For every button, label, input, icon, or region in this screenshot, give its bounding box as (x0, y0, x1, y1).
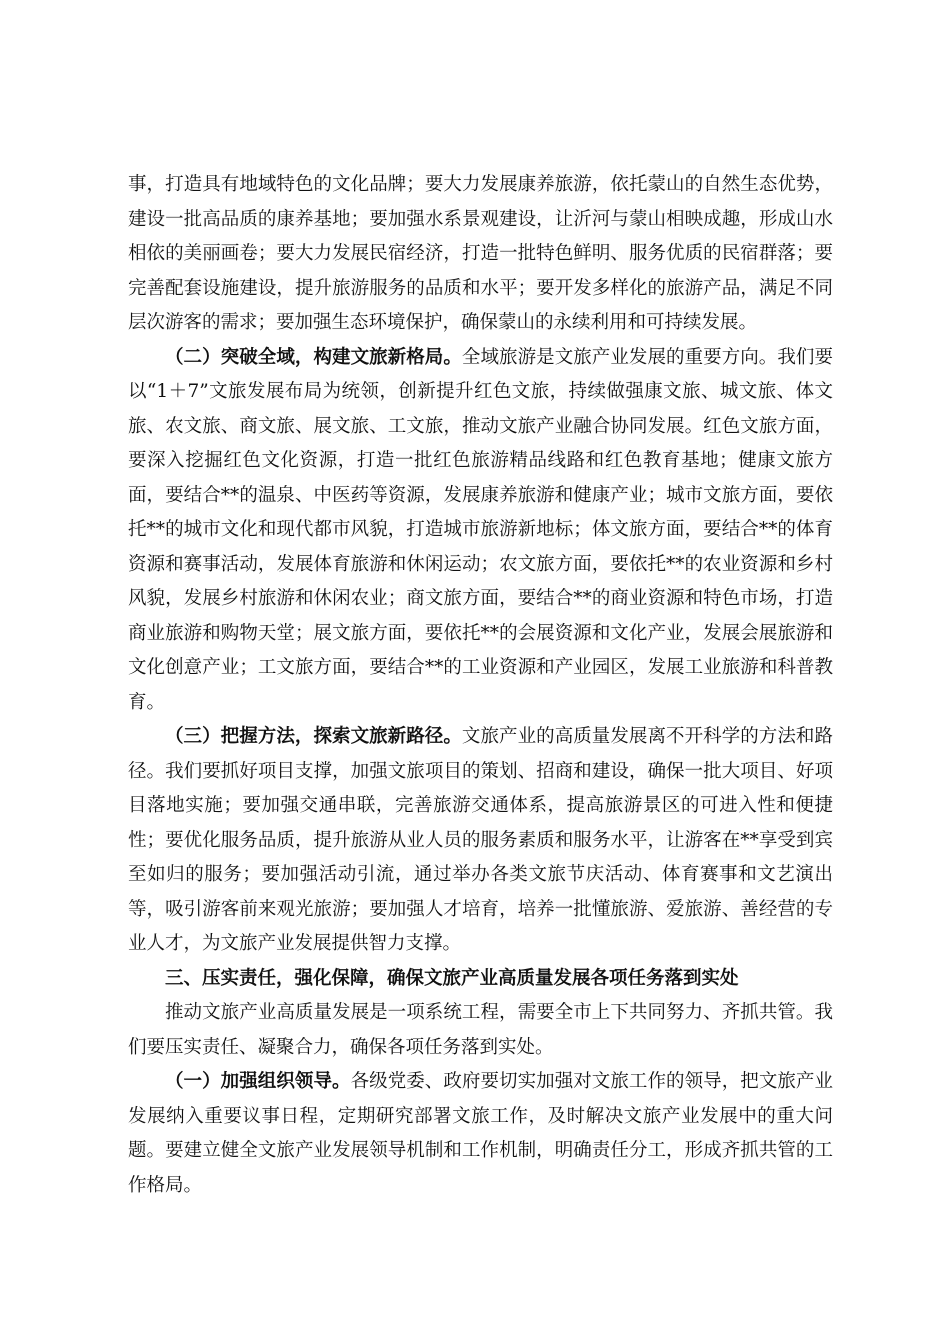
paragraph-lead: （二）突破全域，构建文旅新格局。 (165, 346, 462, 368)
paragraph-subsection-1 (128, 1065, 833, 1203)
paragraph-text: 文旅产业的高质量发展离不开科学的方法和路径。我们要抓好项目支撑，加强文旅项目的策划、招商和建设，确保一批大项目、好项目落地实施；要加强交通串联，完善旅游交通体系，提高旅游景区的可进入性和便捷性；要优化服务品质，提升旅游从业人员的服务素质和服务水平，让游客在**享受到宾至如归的服务；要加强活动引流，通过举办各类文旅节庆活动、体育赛事和文艺演出等，吸引游客前来观光旅游；要加强人才培育，培养一批懂旅游、爱旅游、善经营的专业人才，为文旅产业发展提供智力支撑。 (128, 726, 833, 954)
paragraph-intro (128, 996, 833, 1065)
paragraph-section-3 (128, 720, 833, 962)
paragraph-section-2 (128, 341, 833, 721)
section-heading: 三、压实责任，强化保障，确保文旅产业高质量发展各项任务落到实处 (165, 967, 739, 989)
document-body (128, 168, 833, 1203)
paragraph-text: 推动文旅产业高质量发展是一项系统工程，需要全市上下共同努力、齐抓共管。我们要压实责任、凝聚合力，确保各项任务落到实处。 (128, 1002, 833, 1058)
paragraph-lead: （一）加强组织领导。 (165, 1071, 351, 1092)
paragraph-text: 全域旅游是文旅产业发展的重要方向。我们要以“1＋7”文旅发展布局为统领，创新提升红色文旅，持续做强康文旅、城文旅、体文旅、农文旅、商文旅、展文旅、工文旅，推动文旅产业融合协同发展。红色文旅方面，要深入挖掘红色文化资源，打造一批红色旅游精品线路和红色教育基地；健康文旅方面，要结合**的温泉、中医药等资源，发展康养旅游和健康产业；城市文旅方面，要依托**的城市文化和现代都市风貌，打造城市旅游新地标；体文旅方面，要结合**的体育资源和赛事活动，发展体育旅游和休闲运动；农文旅方面，要依托**的农业资源和乡村风貌，发展乡村旅游和休闲农业；商文旅方面，要结合**的商业资源和特色市场，打造商业旅游和购物天堂；展文旅方面，要依托**的会展资源和文化产业，发展会展旅游和文化创意产业；工文旅方面，要结合**的工业资源和产业园区，发展工业旅游和科普教育。 (128, 346, 833, 713)
paragraph-continued (128, 168, 833, 341)
paragraph-lead: （三）把握方法，探索文旅新路径。 (165, 726, 462, 747)
paragraph-text: 事，打造具有地域特色的文化品牌；要大力发展康养旅游，依托蒙山的自然生态优势，建设一批高品质的康养基地；要加强水系景观建设，让沂河与蒙山相映成趣，形成山水相依的美丽画卷；要大力发展民宿经济，打造一批特色鲜明、服务优质的民宿群落；要完善配套设施建设，提升旅游服务的品质和水平；要开发多样化的旅游产品，满足不同层次游客的需求；要加强生态环境保护，确保蒙山的永续利用和可持续发展。 (128, 174, 833, 333)
paragraph-text: 各级党委、政府要切实加强对文旅工作的领导，把文旅产业发展纳入重要议事日程，定期研究部署文旅工作，及时解决文旅产业发展中的重大问题。要建立健全文旅产业发展领导机制和工作机制，明确责任分工，形成齐抓共管的工作格局。 (128, 1071, 833, 1196)
